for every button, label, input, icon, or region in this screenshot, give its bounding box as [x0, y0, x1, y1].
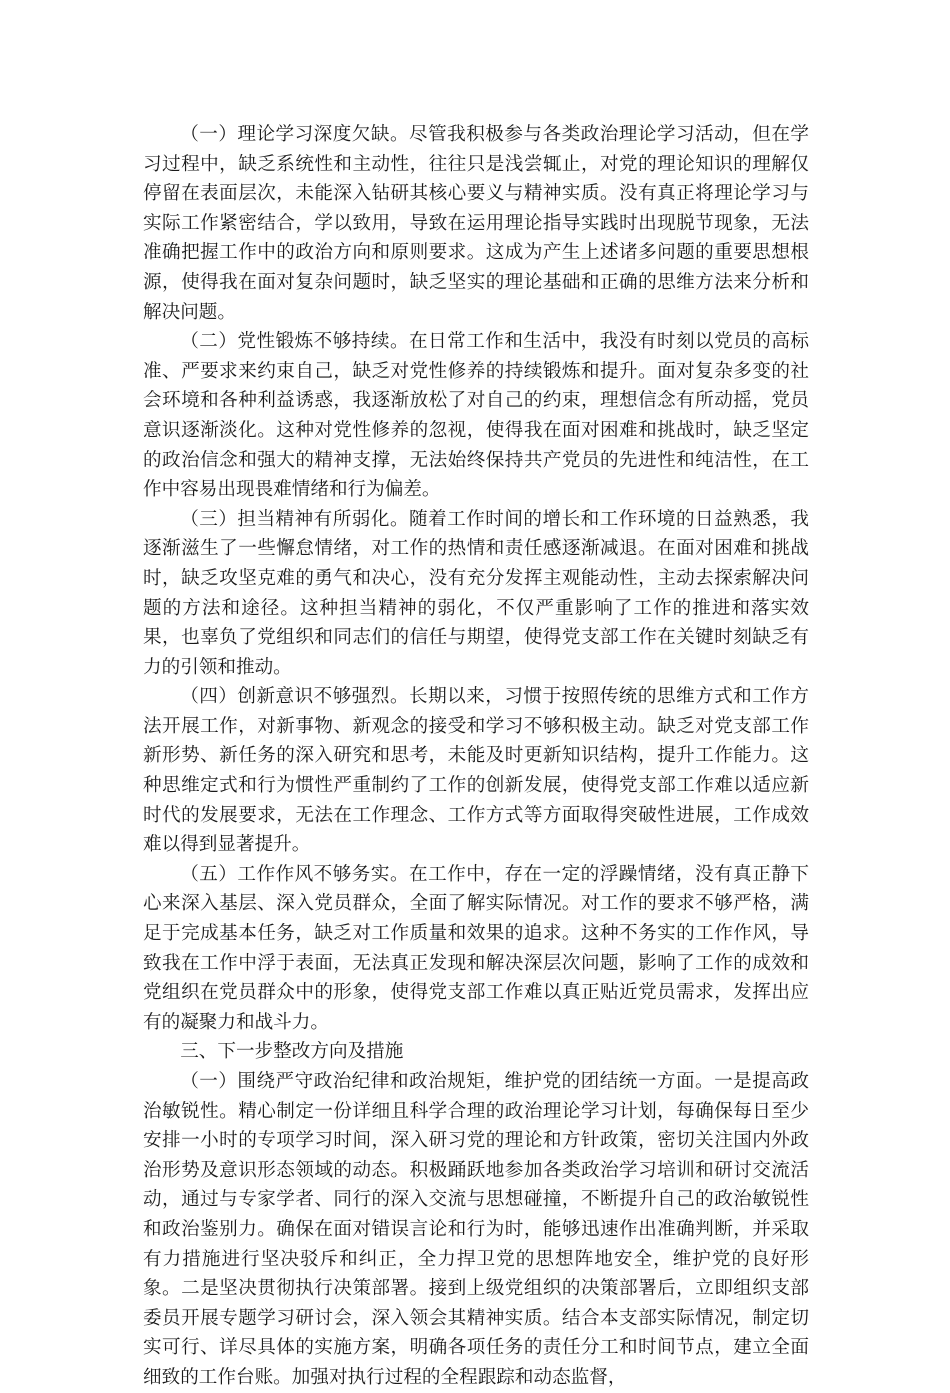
paragraph-theory-study: （一）理论学习深度欠缺。尽管我积极参与各类政治理论学习活动，但在学习过程中，缺乏系统性和主动性，往往只是浅尝辄止，对党的理论知识的理解仅停留在表面层次，未能深入钻研其核心要义与精神实质。没有真正将理论学习与实际工作紧密结合，学以致用，导致在运用理论指导实践时出现脱节现象，无法准确把握工作中的政治方向和原则要求。这成为产生上述诸多问题的重要思想根源，使得我在面对复杂问题时，缺乏坚实的理论基础和正确的思维方法来分析和解决问题。: [143, 124, 809, 323]
paragraph-responsibility: （三）担当精神有所弱化。随着工作时间的增长和工作环境的日益熟悉，我逐渐滋生了一些懈怠情绪，对工作的热情和责任感逐渐减退。在面对困难和挑战时，缺乏攻坚克难的勇气和决心，没有充分发挥主观能动性，主动去探索解决问题的方法和途径。这种担当精神的弱化，不仅严重影响了工作的推进和落实效果，也辜负了党组织和同志们的信任与期望，使得党支部工作在关键时刻缺乏有力的引领和推动。: [143, 508, 809, 678]
paragraph-innovation: （四）创新意识不够强烈。长期以来，习惯于按照传统的思维方式和工作方法开展工作，对新事物、新观念的接受和学习不够积极主动。缺乏对党支部工作新形势、新任务的深入研究和思考，未能及时更新知识结构，提升工作能力。这种思维定式和行为惯性严重制约了工作的创新发展，使得党支部工作难以适应新时代的发展要求，无法在工作理念、工作方式等方面取得突破性进展，工作成效难以得到显著提升。: [143, 686, 809, 856]
section-heading-next-steps: 三、下一步整改方向及措施: [180, 1041, 404, 1063]
paragraph-political-discipline: （一）围绕严守政治纪律和政治规矩，维护党的团结统一方面。一是提高政治敏锐性。精心制定一份详细且科学合理的政治理论学习计划，每确保每日至少安排一小时的专项学习时间，深入研习党的理论和方针政策，密切关注国内外政治形势及意识形态领域的动态。积极踊跃地参加各类政治学习培训和研讨交流活动，通过与专家学者、同行的深入交流与思想碰撞，不断提升自己的政治敏锐性和政治鉴别力。确保在面对错误言论和行为时，能够迅速作出准确判断，并采取有力措施进行坚决驳斥和纠正，全力捍卫党的思想阵地安全，维护党的良好形象。二是坚决贯彻执行决策部署。接到上级党组织的决策部署后，立即组织支部委员开展专题学习研讨会，深入领会其精神实质。结合本支部实际情况，制定切实可行、详尽具体的实施方案，明确各项任务的责任分工和时间节点，建立全面细致的工作台账。加强对执行过程的全程跟踪和动态监督，: [143, 1071, 809, 1388]
paragraph-work-style: （五）工作作风不够务实。在工作中，存在一定的浮躁情绪，没有真正静下心来深入基层、深入党员群众，全面了解实际情况。对工作的要求不够严格，满足于完成基本任务，缺乏对工作质量和效果的追求。这种不务实的工作作风，导致我在工作中浮于表面，无法真正发现和解决深层次问题，影响了工作的成效和党组织在党员群众中的形象，使得党支部工作难以真正贴近党员需求，发挥出应有的凝聚力和战斗力。: [143, 863, 809, 1033]
paragraph-party-spirit: （二）党性锻炼不够持续。在日常工作和生活中，我没有时刻以党员的高标准、严要求来约束自己，缺乏对党性修养的持续锻炼和提升。面对复杂多变的社会环境和各种利益诱惑，我逐渐放松了对自己的约束，理想信念有所动摇，党员意识逐渐淡化。这种对党性修养的忽视，使得我在面对困难和挑战时，缺乏坚定的政治信念和强大的精神支撑，无法始终保持共产党员的先进性和纯洁性，在工作中容易出现畏难情绪和行为偏差。: [143, 331, 809, 501]
document-body: [143, 120, 809, 1393]
